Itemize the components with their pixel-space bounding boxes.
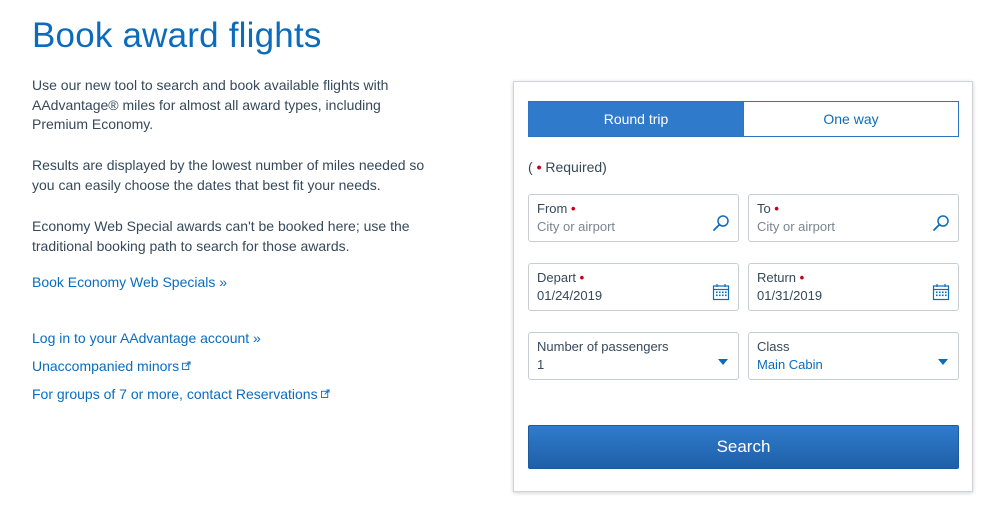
search-icon[interactable] <box>932 214 950 232</box>
award-booking-panel <box>513 81 973 492</box>
return-field[interactable] <box>748 263 959 311</box>
return-input[interactable]: 01/31/2019 <box>757 288 823 303</box>
to-input[interactable]: City or airport <box>757 219 836 234</box>
page-title: Book award flights <box>32 16 322 55</box>
required-dot: • <box>536 159 542 175</box>
chevron-down-icon <box>938 359 948 365</box>
to-field[interactable] <box>748 194 959 242</box>
groups-reservations-link[interactable] <box>32 386 330 402</box>
calendar-icon[interactable] <box>932 283 950 301</box>
one-way-button[interactable]: One way <box>744 101 959 137</box>
passengers-label: Number of passengers <box>537 339 669 354</box>
required-text: Required) <box>545 159 607 175</box>
web-specials-link[interactable]: Book Economy Web Specials » <box>32 274 228 290</box>
depart-label: Depart • <box>537 270 585 285</box>
depart-field[interactable] <box>528 263 739 311</box>
round-trip-button[interactable]: Round trip <box>528 101 744 137</box>
from-label: From • <box>537 201 576 216</box>
search-button[interactable]: Search <box>528 425 959 469</box>
class-label: Class <box>757 339 790 354</box>
required-note <box>528 159 607 175</box>
calendar-icon[interactable] <box>712 283 730 301</box>
search-icon[interactable] <box>712 214 730 232</box>
external-link-icon <box>321 389 330 398</box>
passengers-value: 1 <box>537 357 545 372</box>
login-link[interactable]: Log in to your AAdvantage account » <box>32 330 261 346</box>
unaccompanied-minors-link[interactable] <box>32 358 191 374</box>
intro-paragraph-1: Use our new tool to search and book available flights with AAdvantage® miles for almost all award types, including Premium Economy. <box>32 77 389 132</box>
trip-type-toggle <box>528 101 959 137</box>
class-value: Main Cabin <box>757 357 823 372</box>
groups-reservations-label: For groups of 7 or more, contact Reservations <box>32 386 318 402</box>
external-link-icon <box>182 361 191 370</box>
to-label: To • <box>757 201 779 216</box>
passengers-select[interactable] <box>528 332 739 380</box>
intro-paragraph-3: Economy Web Special awards can't be booked here; use the traditional booking path to search for those awards. <box>32 218 410 254</box>
intro-paragraph-2: Results are displayed by the lowest number of miles needed so you can easily choose the dates that best fit your needs. <box>32 157 425 193</box>
depart-input[interactable]: 01/24/2019 <box>537 288 603 303</box>
chevron-down-icon <box>718 359 728 365</box>
return-label: Return • <box>757 270 805 285</box>
required-open: ( <box>528 159 533 175</box>
from-field[interactable] <box>528 194 739 242</box>
from-input[interactable]: City or airport <box>537 219 616 234</box>
unaccompanied-minors-label: Unaccompanied minors <box>32 358 180 374</box>
class-select[interactable] <box>748 332 959 380</box>
